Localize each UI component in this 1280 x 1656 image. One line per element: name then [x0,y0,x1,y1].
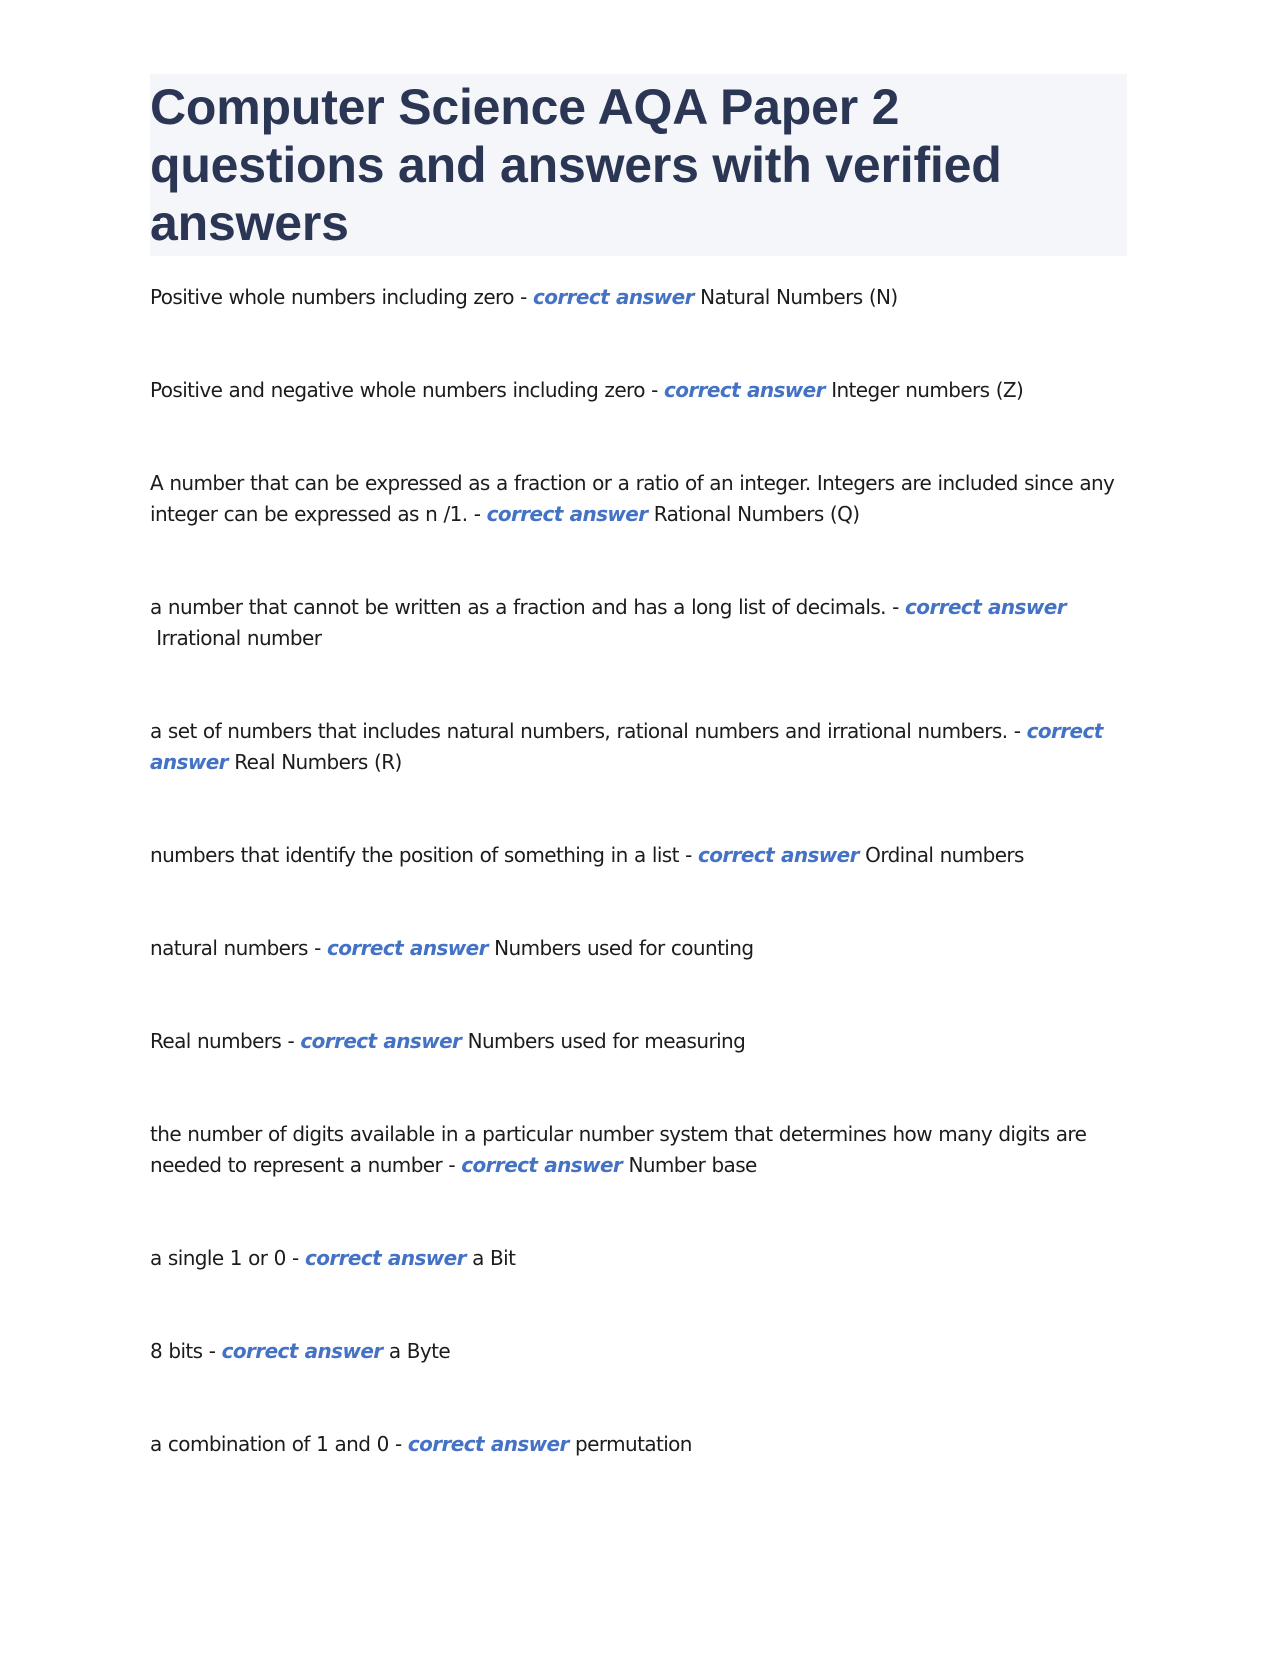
question-text: 8 bits - [150,1339,216,1363]
correct-answer-marker: correct answer [326,936,488,960]
title-block [150,74,1127,256]
qa-item [150,1429,1127,1460]
correct-answer-marker: correct answer [221,1339,383,1363]
question-text: the number of digits available in a particular number system that determines how many digits are needed to represent a number - [150,1122,1087,1177]
document-title: Computer Science AQA Paper 2 questions and answers with verified answers [150,79,1002,251]
qa-item [150,1243,1127,1274]
question-text: Positive and negative whole numbers including zero - [150,378,658,402]
answer-text: Integer numbers (Z) [831,378,1024,402]
qa-item [150,1026,1127,1057]
answer-text: Number base [628,1153,757,1177]
question-text: a set of numbers that includes natural numbers, rational numbers and irrational numbers. - [150,719,1021,743]
correct-answer-marker: correct answer [304,1246,466,1270]
answer-text: Rational Numbers (Q) [653,502,860,526]
answer-text: a Byte [388,1339,451,1363]
question-text: numbers that identify the position of something in a list - [150,843,692,867]
correct-answer-marker: correct answer [461,1153,623,1177]
correct-answer-marker: correct answer [407,1432,569,1456]
qa-item [150,468,1127,530]
question-text: Positive whole numbers including zero - [150,285,527,309]
answer-text: Numbers used for counting [494,936,754,960]
question-text: a number that cannot be written as a fraction and has a long list of decimals. - [150,595,899,619]
question-text: Real numbers - [150,1029,295,1053]
answer-text: Numbers used for measuring [467,1029,746,1053]
qa-item [150,933,1127,964]
qa-list [150,282,1127,1460]
correct-answer-marker: correct answer [486,502,648,526]
question-text: natural numbers - [150,936,321,960]
correct-answer-marker: correct answer [905,595,1066,619]
qa-item [150,840,1127,871]
qa-item [150,716,1127,778]
correct-answer-marker: correct answer [664,378,825,402]
qa-item [150,1336,1127,1367]
qa-item [150,1119,1127,1181]
qa-item [150,375,1127,406]
correct-answer-marker: correct answer [300,1029,462,1053]
correct-answer-marker: correct answer [532,285,694,309]
question-text: a single 1 or 0 - [150,1246,299,1270]
answer-text: a Bit [472,1246,516,1270]
answer-text: Irrational number [156,626,322,650]
question-text: a combination of 1 and 0 - [150,1432,402,1456]
question-text: A number that can be expressed as a fraction or a ratio of an integer. Integers are included since any integer can be expressed as n /1. - [150,471,1115,526]
qa-item [150,592,1127,654]
answer-text: Ordinal numbers [865,843,1024,867]
correct-answer-marker: correct answer [150,719,1103,774]
correct-answer-marker: correct answer [697,843,859,867]
document-page [150,74,1127,1522]
answer-text: Real Numbers (R) [234,750,402,774]
answer-text: permutation [575,1432,692,1456]
qa-item [150,282,1127,313]
answer-text: Natural Numbers (N) [700,285,898,309]
